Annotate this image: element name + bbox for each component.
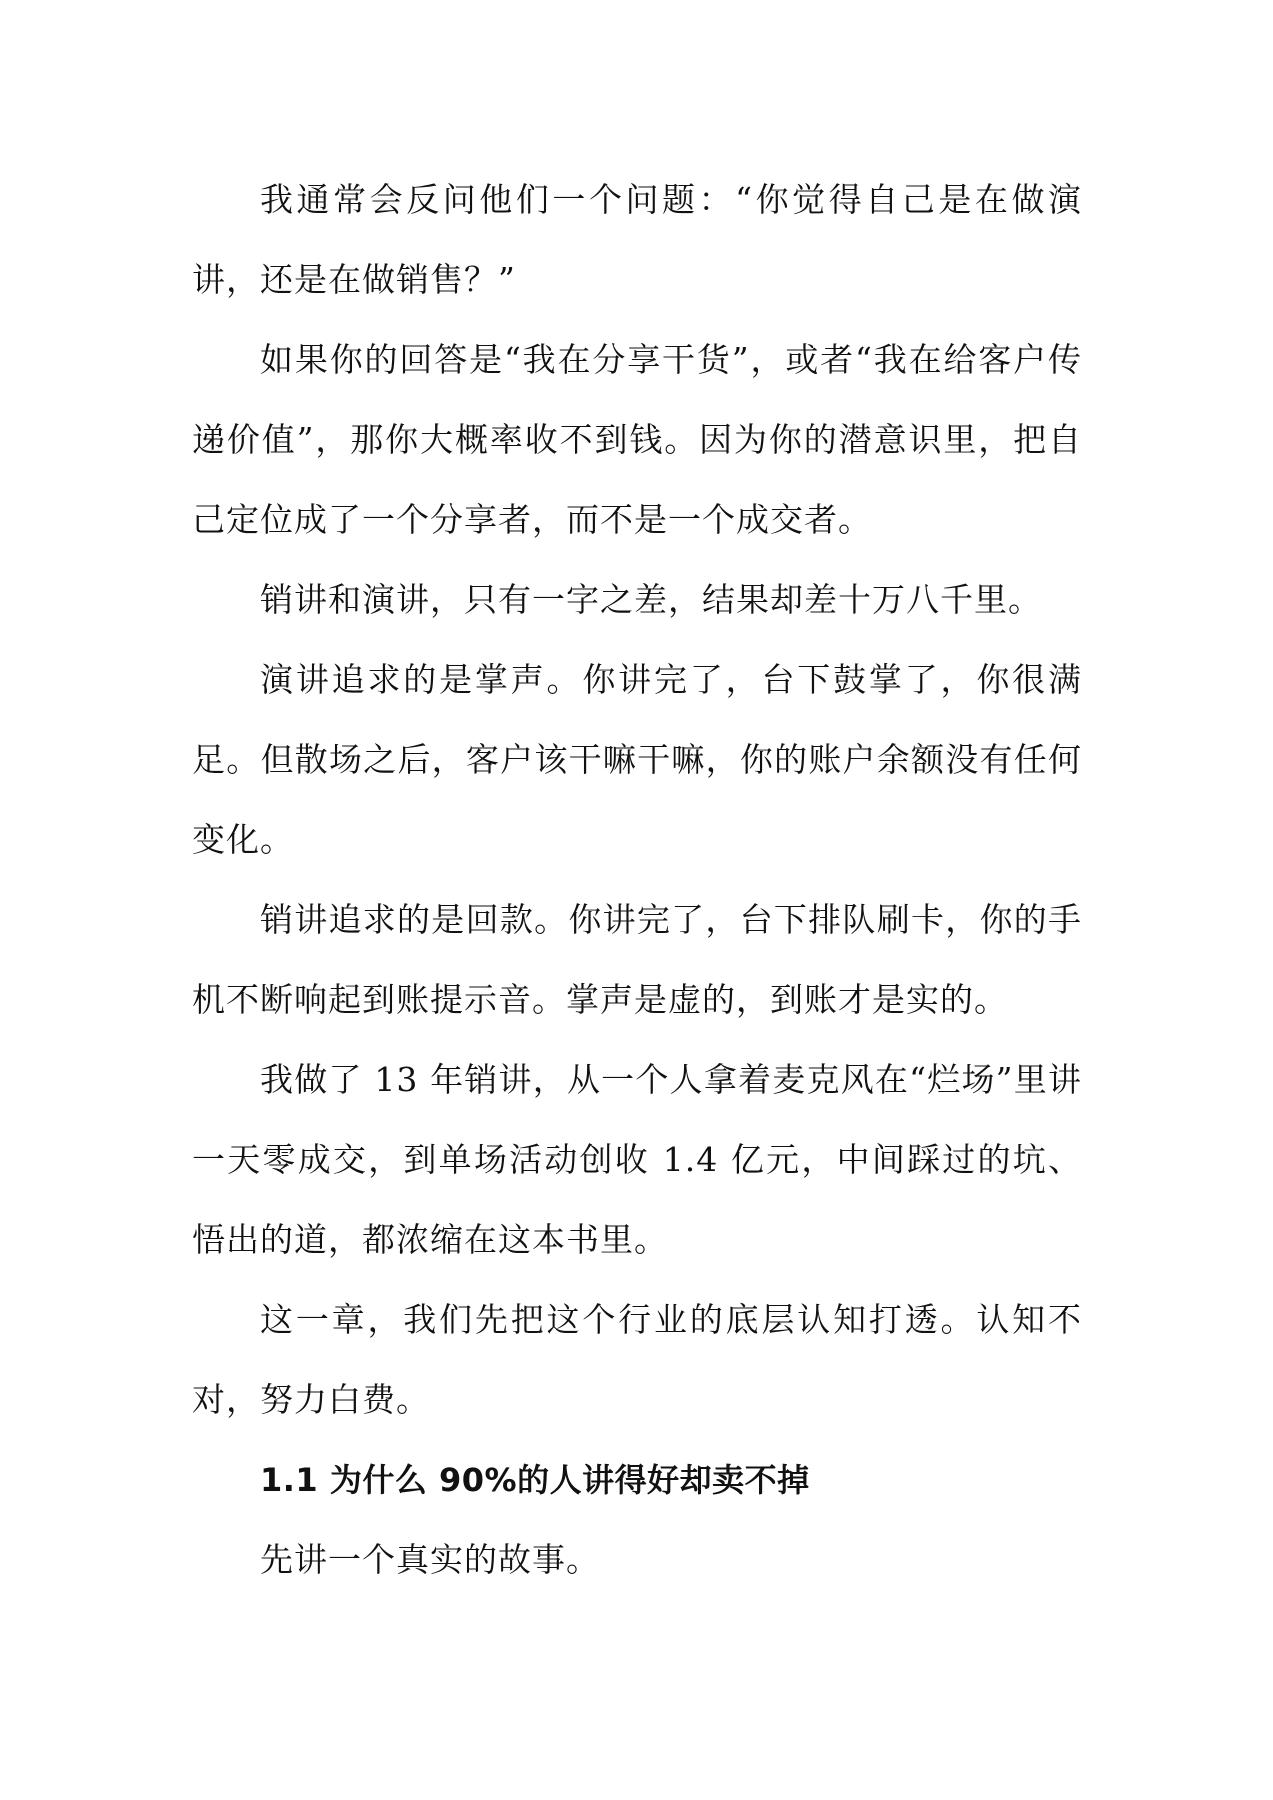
paragraph-7: 这一章，我们先把这个行业的底层认知打透。认知不对，努力白费。: [192, 1300, 1082, 1419]
paragraph-5: 销讲追求的是回款。你讲完了，台下排队刷卡，你的手机不断响起到账提示音。掌声是虚的，到账才是实的。: [192, 900, 1082, 1019]
paragraph-2: 如果你的回答是“我在分享干货”，或者“我在给客户传递价值”，那你大概率收不到钱。因为你的潜意识里，把自己定位成了一个分享者，而不是一个成交者。: [192, 340, 1082, 539]
paragraph-3: 销讲和演讲，只有一字之差，结果却差十万八千里。: [260, 580, 1042, 619]
section-heading: 1.1 为什么 90%的人讲得好却卖不掉: [260, 1461, 810, 1499]
paragraph-4: 演讲追求的是掌声。你讲完了，台下鼓掌了，你很满足。但散场之后，客户该干嘛干嘛，你的账户余额没有任何变化。: [192, 660, 1082, 859]
paragraph-1: 我通常会反问他们一个问题：“你觉得自己是在做演讲，还是在做销售？”: [192, 180, 1082, 299]
paragraph-after-heading: 先讲一个真实的故事。: [260, 1540, 600, 1579]
paragraph-6: 我做了 13 年销讲，从一个人拿着麦克风在“烂场”里讲一天零成交，到单场活动创收 1.4 亿元，中间踩过的坑、悟出的道，都浓缩在这本书里。: [192, 1060, 1082, 1259]
document-body: [192, 160, 1082, 1600]
